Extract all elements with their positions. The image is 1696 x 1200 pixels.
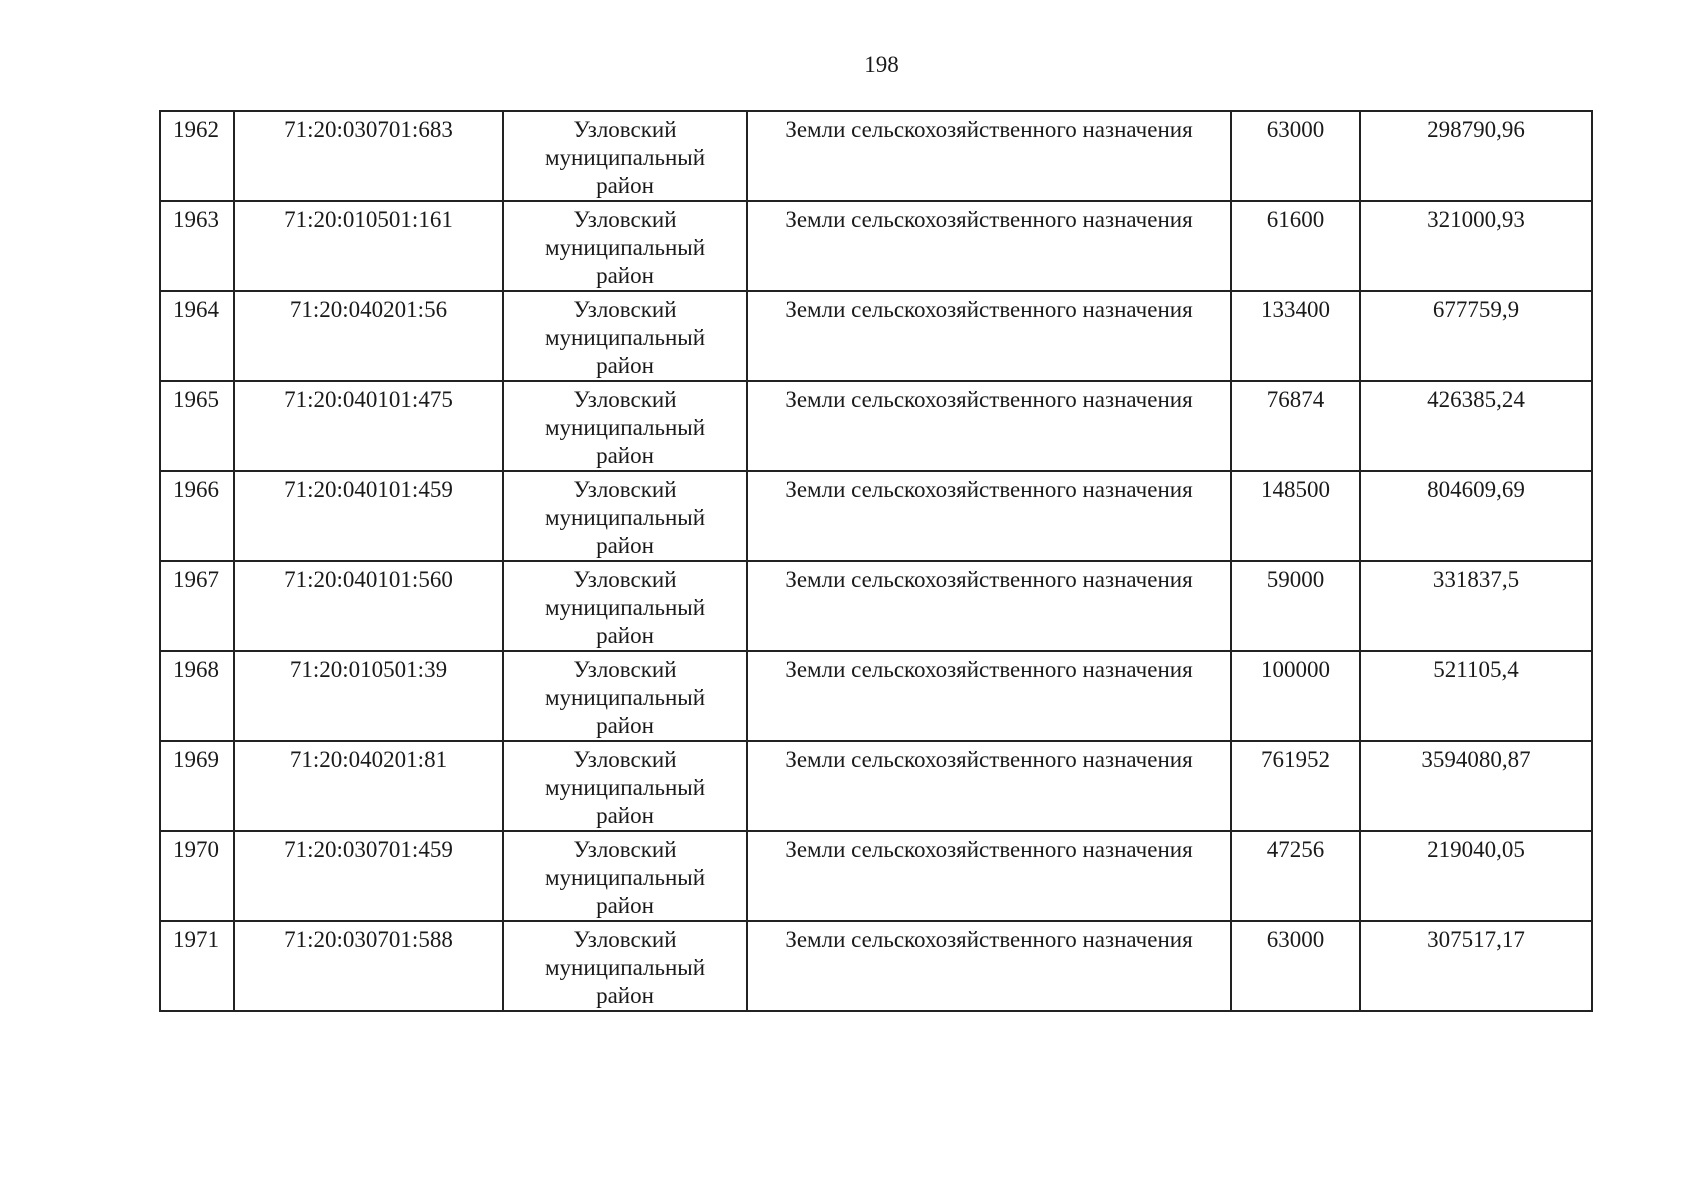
district-line: район (596, 893, 654, 918)
district-line: муниципальный (544, 775, 706, 800)
area-cell: 61600 (1231, 201, 1360, 291)
district-line: район (596, 713, 654, 738)
district-line: муниципальный (544, 685, 706, 710)
district-cell (503, 651, 747, 741)
area-cell: 76874 (1231, 381, 1360, 471)
cadastral-number-cell: 71:20:010501:161 (234, 201, 503, 291)
land-category-cell: Земли сельскохозяйственного назначения (747, 471, 1231, 561)
land-category-cell: Земли сельскохозяйственного назначения (747, 741, 1231, 831)
cadastral-value-cell: 321000,93 (1360, 201, 1592, 291)
table-body (160, 111, 1592, 1011)
row-number-cell: 1965 (160, 381, 234, 471)
area-cell: 63000 (1231, 921, 1360, 1011)
cadastral-number-cell: 71:20:040101:560 (234, 561, 503, 651)
district-cell (503, 201, 747, 291)
table-row (160, 831, 1592, 921)
district-line: муниципальный (544, 955, 706, 980)
cadastral-number-cell: 71:20:030701:459 (234, 831, 503, 921)
table-row (160, 561, 1592, 651)
district-line: район (596, 533, 654, 558)
land-category-cell: Земли сельскохозяйственного назначения (747, 831, 1231, 921)
district-line: район (596, 263, 654, 288)
district-line: Узловский (573, 207, 677, 232)
cadastral-number-cell: 71:20:010501:39 (234, 651, 503, 741)
district-line: муниципальный (544, 865, 706, 890)
cadastral-value-cell: 521105,4 (1360, 651, 1592, 741)
land-category-cell: Земли сельскохозяйственного назначения (747, 291, 1231, 381)
cadastral-value-cell: 677759,9 (1360, 291, 1592, 381)
district-line: муниципальный (544, 595, 706, 620)
cadastral-number-cell: 71:20:040201:56 (234, 291, 503, 381)
table-row (160, 381, 1592, 471)
area-cell: 148500 (1231, 471, 1360, 561)
district-line: Узловский (573, 117, 677, 142)
area-cell: 59000 (1231, 561, 1360, 651)
district-line: район (596, 173, 654, 198)
cadastral-value-cell: 298790,96 (1360, 111, 1592, 201)
row-number-cell: 1964 (160, 291, 234, 381)
cadastral-number-cell: 71:20:030701:683 (234, 111, 503, 201)
district-line: район (596, 623, 654, 648)
district-line: район (596, 353, 654, 378)
area-cell: 63000 (1231, 111, 1360, 201)
table-row (160, 201, 1592, 291)
cadastral-value-cell: 331837,5 (1360, 561, 1592, 651)
land-category-cell: Земли сельскохозяйственного назначения (747, 381, 1231, 471)
cadastral-value-cell: 426385,24 (1360, 381, 1592, 471)
district-line: муниципальный (544, 415, 706, 440)
district-cell (503, 741, 747, 831)
area-cell: 100000 (1231, 651, 1360, 741)
cadastral-number-cell: 71:20:040101:459 (234, 471, 503, 561)
land-category-cell: Земли сельскохозяйственного назначения (747, 921, 1231, 1011)
land-category-cell: Земли сельскохозяйственного назначения (747, 561, 1231, 651)
area-cell: 47256 (1231, 831, 1360, 921)
row-number-cell: 1967 (160, 561, 234, 651)
district-line: Узловский (573, 477, 677, 502)
table-row (160, 111, 1592, 201)
district-line: Узловский (573, 297, 677, 322)
district-line: муниципальный (544, 145, 706, 170)
row-number-cell: 1963 (160, 201, 234, 291)
table-row (160, 741, 1592, 831)
district-cell (503, 471, 747, 561)
cadastral-number-cell: 71:20:040101:475 (234, 381, 503, 471)
district-line: Узловский (573, 837, 677, 862)
district-line: район (596, 983, 654, 1008)
page-number: 198 (864, 52, 899, 77)
cadastral-value-cell: 804609,69 (1360, 471, 1592, 561)
district-line: Узловский (573, 927, 677, 952)
table-row (160, 921, 1592, 1011)
land-category-cell: Земли сельскохозяйственного назначения (747, 111, 1231, 201)
table-row (160, 291, 1592, 381)
district-cell (503, 381, 747, 471)
table-row (160, 471, 1592, 561)
row-number-cell: 1971 (160, 921, 234, 1011)
cadastral-number-cell: 71:20:040201:81 (234, 741, 503, 831)
district-line: район (596, 443, 654, 468)
row-number-cell: 1968 (160, 651, 234, 741)
row-number-cell: 1962 (160, 111, 234, 201)
area-cell: 761952 (1231, 741, 1360, 831)
district-line: муниципальный (544, 505, 706, 530)
district-cell (503, 291, 747, 381)
district-cell (503, 831, 747, 921)
area-cell: 133400 (1231, 291, 1360, 381)
row-number-cell: 1970 (160, 831, 234, 921)
district-cell (503, 111, 747, 201)
district-cell (503, 561, 747, 651)
district-line: Узловский (573, 567, 677, 592)
table-row (160, 651, 1592, 741)
row-number-cell: 1966 (160, 471, 234, 561)
district-cell (503, 921, 747, 1011)
district-line: Узловский (573, 657, 677, 682)
cadastral-number-cell: 71:20:030701:588 (234, 921, 503, 1011)
district-line: муниципальный (544, 325, 706, 350)
land-plots-table (159, 110, 1593, 1012)
cadastral-value-cell: 219040,05 (1360, 831, 1592, 921)
row-number-cell: 1969 (160, 741, 234, 831)
district-line: муниципальный (544, 235, 706, 260)
district-line: район (596, 803, 654, 828)
district-line: Узловский (573, 387, 677, 412)
cadastral-value-cell: 3594080,87 (1360, 741, 1592, 831)
district-line: Узловский (573, 747, 677, 772)
cadastral-value-cell: 307517,17 (1360, 921, 1592, 1011)
land-category-cell: Земли сельскохозяйственного назначения (747, 201, 1231, 291)
land-category-cell: Земли сельскохозяйственного назначения (747, 651, 1231, 741)
